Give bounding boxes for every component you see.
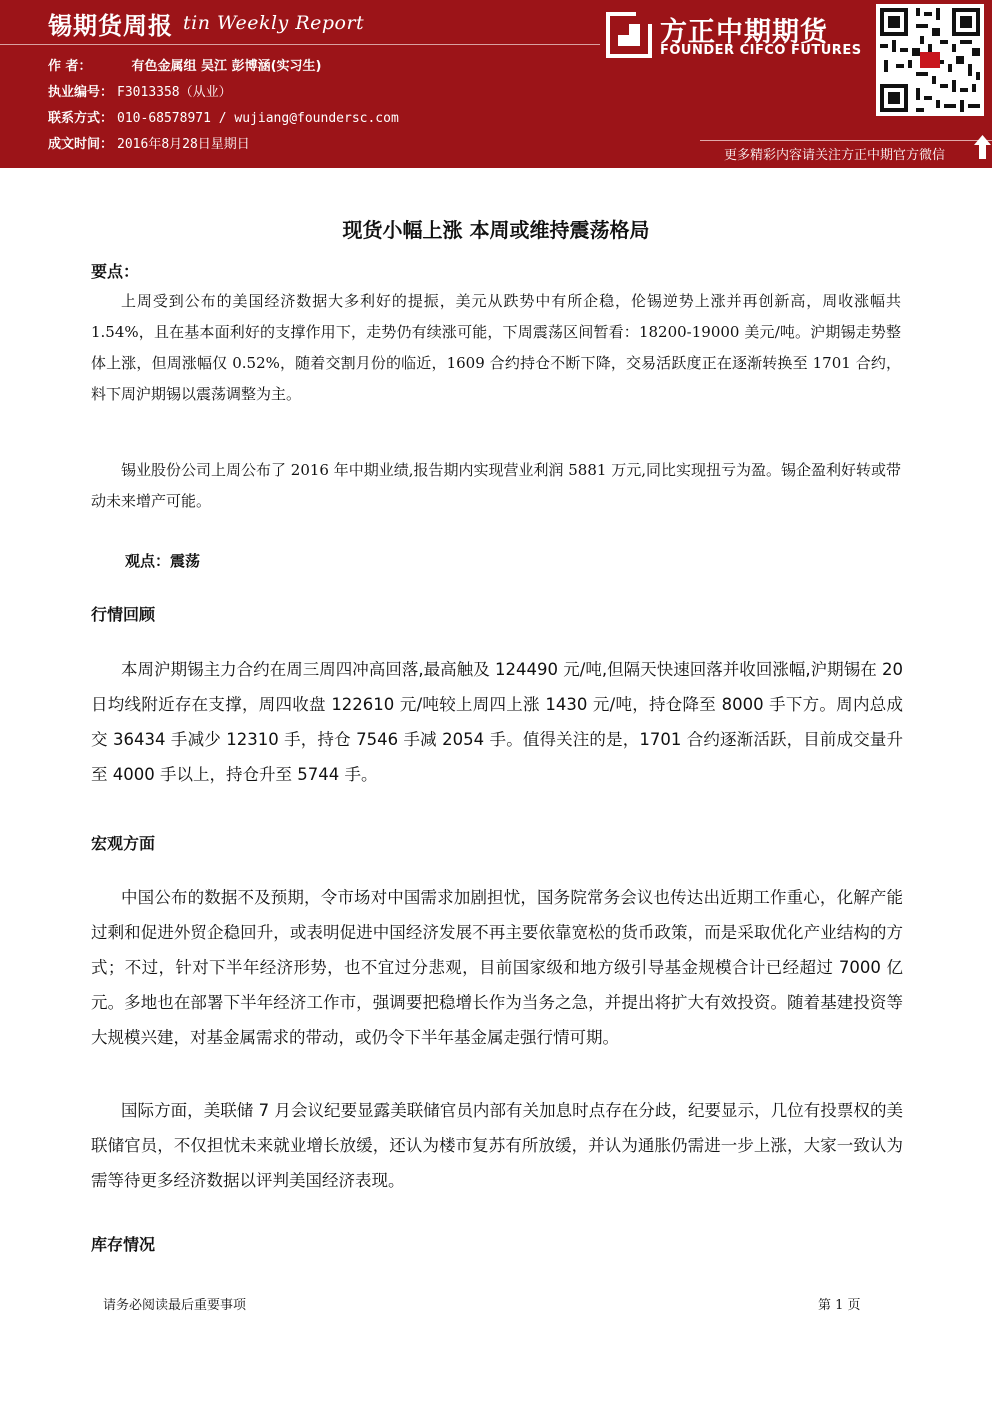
follow-wechat-text: 更多精彩内容请关注方正中期官方微信 <box>724 148 946 163</box>
logo-english-name: FOUNDER CIFCO FUTURES <box>660 43 862 58</box>
author-row <box>48 55 321 74</box>
market-review-paragraph: 本周沪期锡主力合约在周三周四冲高回落,最高触及 124490 元/吨,但隔天快速回落并收回涨幅,沪期锡在 20 日均线附近存在支撑，周四收盘 122610 元/吨较上周四上涨 1430 元/吨，持仓降至 8000 手下方。周内总成交 36434 手减少 12310 手，持仓 7546 手减 2054 手。值得关注的是，1701 合约逐渐活跃，目前成交量升至 4000 手以上，持仓升至 5744 手。 <box>91 660 903 784</box>
market-review-heading: 行情回顾 <box>91 605 156 624</box>
date-row <box>48 133 250 152</box>
report-header <box>0 0 992 168</box>
date-value: 2016年8月28日星期日 <box>117 137 250 152</box>
license-label: 执业编号： <box>48 85 114 100</box>
date-label: 成文时间： <box>48 137 114 152</box>
report-subtitle: tin Weekly Report <box>183 12 365 34</box>
logo-name: 方正中期期货 <box>660 17 828 48</box>
macro-heading: 宏观方面 <box>91 834 156 853</box>
summary-paragraph-1: 上周受到公布的美国经济数据大多利好的提振，美元从跌势中有所企稳，伦锡逆势上涨并再创新高，周收涨幅共 1.54%，且在基本面利好的支撑作用下，走势仍有续涨可能，下周震荡区间暂看：18200-19000 美元/吨。沪期锡走势整体上涨，但周涨幅仅 0.52%，随着交割月份的临近，1609 合约持仓不断下降，交易活跃度正在逐渐转换至 1701 合约，料下周沪期锡以震荡调整为主。 <box>91 292 901 403</box>
summary-paragraph-2: 锡业股份公司上周公布了 2016 年中期业绩,报告期内实现营业利润 5881 万元,同比实现扭亏为盈。锡企盈利好转或带动未来增产可能。 <box>91 461 901 510</box>
contact-row <box>48 107 399 126</box>
license-row <box>48 81 232 100</box>
company-logo <box>606 10 866 70</box>
founder-logo-icon <box>606 12 652 58</box>
author-value: 有色金属组 吴江 彭博涵(实习生) <box>131 59 322 74</box>
license-value: F3013358（从业） <box>117 85 232 100</box>
report-title: 锡期货周报 <box>48 12 173 40</box>
view-label: 观点：震荡 <box>125 552 201 570</box>
document-title: 现货小幅上涨 本周或维持震荡格局 <box>342 218 650 242</box>
follow-divider <box>700 140 992 141</box>
key-points-heading: 要点： <box>91 262 140 281</box>
up-arrow-icon <box>973 134 992 160</box>
page-number: 第 1 页 <box>818 1298 861 1313</box>
inventory-heading: 库存情况 <box>91 1235 156 1254</box>
macro-paragraph-1: 中国公布的数据不及预期，令市场对中国需求加剧担忧，国务院常务会议也传达出近期工作重心，化解产能过剩和促进外贸企稳回升，或表明促进中国经济发展不再主要依靠宽松的货币政策，而是采取优化产业结构的方式；不过，针对下半年经济形势，也不宜过分悲观，目前国家级和地方级引导基金规模合计已经超过 7000 亿元。多地也在部署下半年经济工作市，强调要把稳增长作为当务之急，并提出将扩大有效投资。随着基建投资等大规模兴建，对基金属需求的带动，或仍令下半年基金属走强行情可期。 <box>91 888 903 1047</box>
macro-paragraph-2: 国际方面，美联储 7 月会议纪要显露美联储官员内部有关加息时点存在分歧，纪要显示，几位有投票权的美联储官员，不仅担忧未来就业增长放缓，还认为楼市复苏有所放缓，并认为通胀仍需进一步上涨，大家一致认为需等待更多经济数据以评判美国经济表现。 <box>91 1101 903 1190</box>
footer-notice: 请务必阅读最后重要事项 <box>103 1298 247 1313</box>
author-label: 作 者： <box>48 59 92 74</box>
header-divider <box>0 44 600 45</box>
contact-label: 联系方式： <box>48 111 114 126</box>
qr-code-icon <box>876 4 984 116</box>
contact-value: 010-68578971 / wujiang@foundersc.com <box>117 111 399 126</box>
